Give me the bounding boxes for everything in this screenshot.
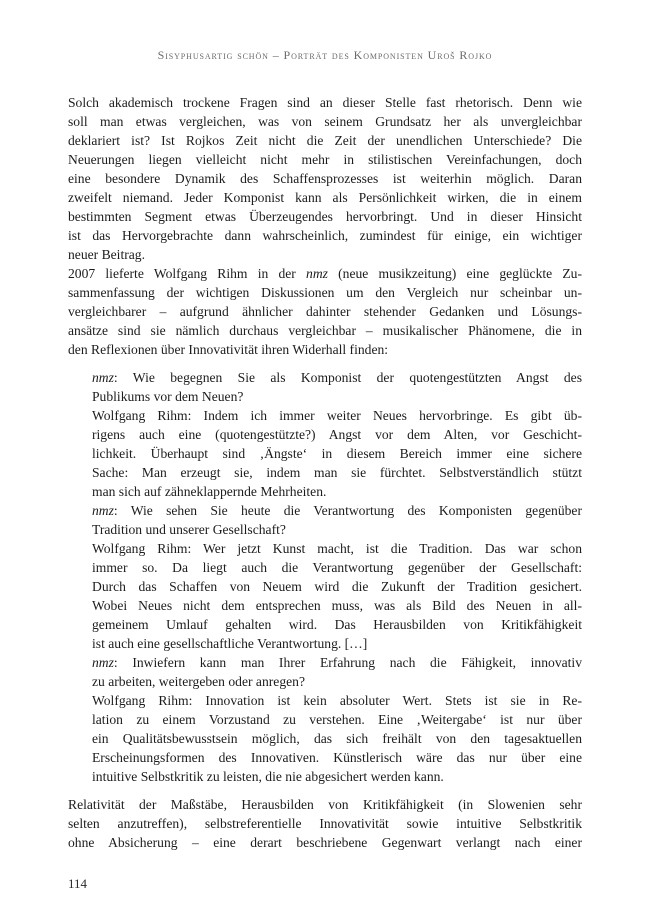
text-span: : Wie begegnen Sie als Komponist der quotengestützten Angst des: [113, 370, 582, 385]
question-line: Tradition und unserer Gesellschaft?: [92, 522, 286, 537]
answer-line: man sich auf zähneklappernde Mehrheiten.: [92, 484, 327, 499]
running-header: Sisyphusartig schön – Porträt des Komponisten Uroš Rojko: [157, 48, 493, 62]
question-line: zu arbeiten, weitergeben oder anregen?: [92, 674, 305, 689]
text-line: soll man etwas vergleichen, was von seinem Grundsatz her als unvergleichbar: [68, 114, 582, 129]
text-line: ohne Absicherung – eine derart beschriebene Gegenwart verlangt nach einer: [68, 835, 582, 850]
text-line: vergleichbarer – aufgrund ähnlicher dahinter stehender Gedanken und Lösungs-: [68, 304, 582, 319]
answer-line: Wolfgang Rihm: Wer jetzt Kunst macht, ist die Tradition. Das war schon: [92, 541, 582, 556]
text-line: bestimmten Segment etwas Überzeugendes hervorbringt. Und in dieser Hinsicht: [68, 209, 582, 224]
text-line: ansätze sind sie nämlich durchaus vergleichbar – musikalischer Phänomene, die in: [68, 323, 582, 338]
answer-line: Erscheinungsformen des Innovativen. Künstlerisch wäre das nur über eine: [92, 750, 582, 765]
speaker-label: nmz: [92, 655, 114, 670]
text-line: zweifelt niemand. Jeder Komponist kann als Persönlichkeit wirken, die in einem: [68, 190, 582, 205]
answer-line: gemeinem Umlauf gehalten wird. Das Herausbilden von Kritikfähigkeit: [92, 617, 582, 632]
answer-line: Wolfgang Rihm: Innovation ist kein absoluter Wert. Stets ist sie in Re-: [92, 693, 582, 708]
answer-line: Sache: Man erzeugt sie, indem man sie fürchtet. Selbstverständlich stützt: [92, 465, 582, 480]
text-span: : Wie sehen Sie heute die Verantwortung des Komponisten gegenüber: [113, 503, 582, 518]
answer-line: Wobei Neues nicht dem entsprechen muss, was als Bild des Neuen in all-: [92, 598, 582, 613]
text-span: 2007 lieferte Wolfgang Rihm in der: [68, 266, 307, 281]
question-line: [92, 501, 582, 520]
text-line: ist das Hervorgebrachte dann wahrscheinlich, zumindest für einige, ein wichtiger: [68, 228, 582, 243]
journal-abbreviation: nmz: [306, 266, 328, 281]
text-line: Relativität der Maßstäbe, Herausbilden von Kritikfähigkeit (in Slowenien sehr: [68, 797, 582, 812]
text-line: selten anzutreffen), selbstreferentielle Innovativität sowie intuitive Selbstkritik: [68, 816, 582, 831]
answer-line: lation zu einem Vorzustand zu verstehen. Eine ‚Weitergabe‘ ist nur über: [92, 712, 582, 727]
question-line: Publikums vor dem Neuen?: [92, 389, 244, 404]
answer-line: lichkeit. Überhaupt sind ‚Ängste‘ in diesem Bereich immer eine sichere: [92, 446, 582, 461]
answer-line: intuitive Selbstkritik zu leisten, die nie abgesichert werden kann.: [92, 769, 444, 784]
answer-line: ist auch eine gesellschaftliche Verantwortung. […]: [92, 636, 368, 651]
text-line: eine besondere Dynamik des Schaffensprozesses ist weiterhin möglich. Daran: [68, 171, 582, 186]
question-line: [92, 368, 582, 387]
question-line: [92, 653, 582, 672]
answer-line: ein Qualitätsbewusstsein möglich, das sich freihält von den tagesaktuellen: [92, 731, 582, 746]
text-line: sammenfassung der wichtigen Diskussionen um den Vergleich nur scheinbar un-: [68, 285, 582, 300]
text-line: [68, 264, 582, 283]
answer-line: immer so. Da liegt auch die Verantwortung gegenüber der Gesellschaft:: [92, 560, 582, 575]
text-line: neuer Beitrag.: [68, 247, 145, 262]
text-line: den Reflexionen über Innovativität ihren Widerhall finden:: [68, 342, 389, 357]
page-number: 114: [68, 876, 88, 891]
answer-line: Wolfgang Rihm: Indem ich immer weiter Neues hervorbringe. Es gibt üb-: [92, 408, 582, 423]
answer-line: Durch das Schaffen von Neuem wird die Zukunft der Tradition gesichert.: [92, 579, 582, 594]
text-line: Neuerungen liegen vielleicht nicht mehr in stilistischen Vereinfachungen, doch: [68, 152, 582, 167]
answer-line: rigens auch eine (quotengestützte?) Angst vor dem Alten, vor Geschicht-: [92, 427, 582, 442]
text-span: : Inwiefern kann man Ihrer Erfahrung nach die Fähigkeit, innovativ: [113, 655, 582, 670]
speaker-label: nmz: [92, 370, 114, 385]
text-line: deklariert ist? Ist Rojkos Zeit nicht die Zeit der unendlichen Unterschiede? Die: [68, 133, 582, 148]
text-line: Solch akademisch trockene Fragen sind an dieser Stelle fast rhetorisch. Denn wie: [68, 95, 582, 110]
speaker-label: nmz: [92, 503, 114, 518]
text-span: (neue musikzeitung) eine geglückte Zu-: [327, 266, 582, 281]
